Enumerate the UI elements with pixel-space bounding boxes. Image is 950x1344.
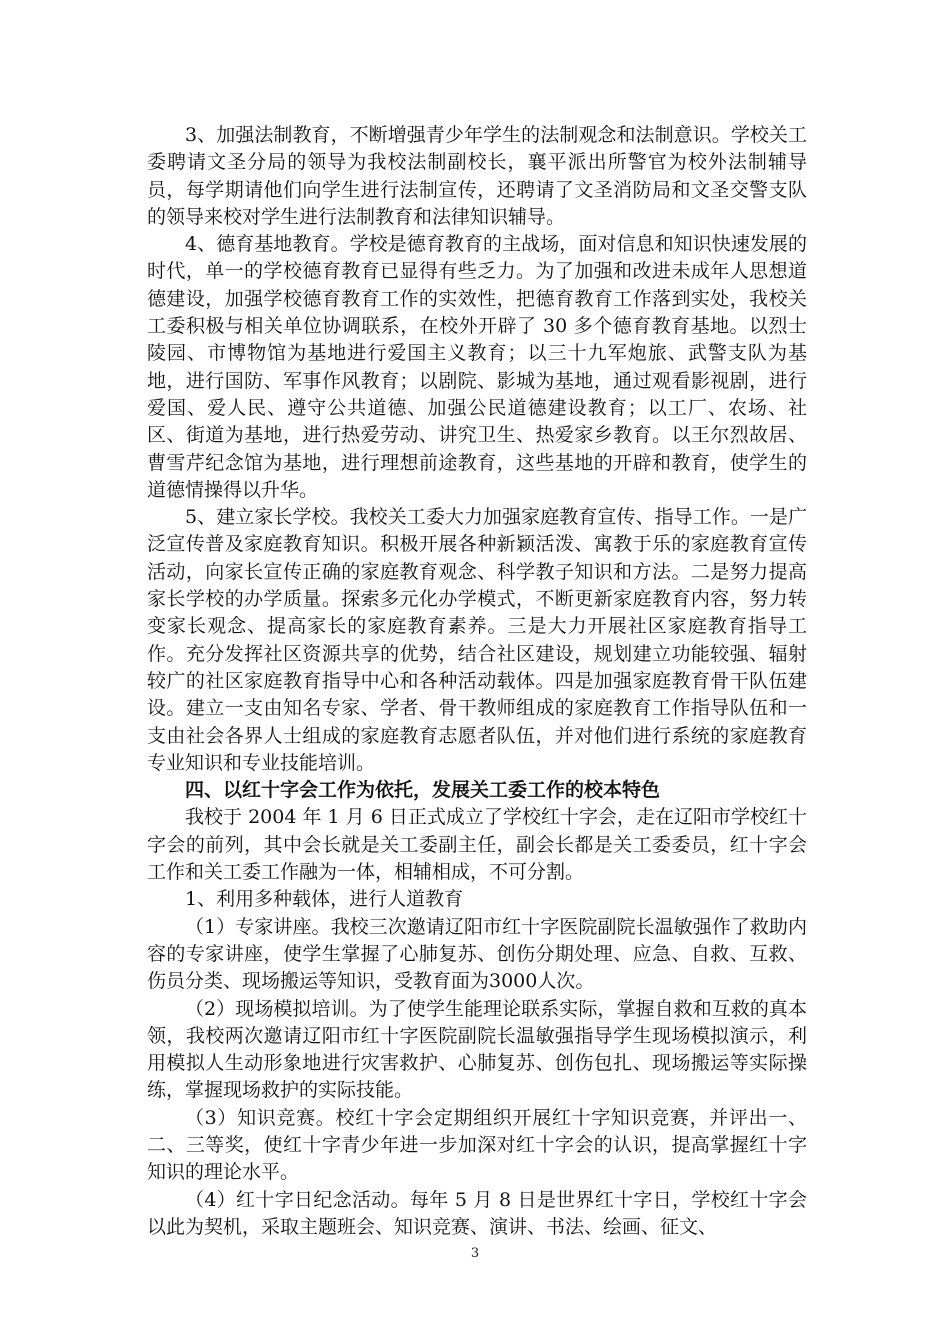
- document-body: [147, 122, 807, 1241]
- paragraph-moral-base-education: 4、德育基地教育。学校是德育教育的主战场，面对信息和知识快速发展的时代，单一的学校德育教育已显得有些乏力。为了加强和改进未成年人思想道德建设，加强学校德育教育工作的实效性，把德育教育工作落到实处，我校关工委积极与相关单位协调联系，在校外开辟了 30 多个德育教育基地。以烈士陵园、市博物馆为基地进行爱国主义教育；以三十九军炮旅、武警支队为基地，进行国防、军事作风教育；以剧院、影城为基地，通过观看影视剧，进行爱国、爱人民、遵守公共道德、加强公民道德建设教育；以工厂、农场、社区、街道为基地，进行热爱劳动、讲究卫生、热爱家乡教育。以王尔烈故居、曹雪芹纪念馆为基地，进行理想前途教育，这些基地的开辟和教育，使学生的道德情操得以升华。: [147, 233, 807, 501]
- paragraph-knowledge-contest: （3）知识竞赛。校红十字会定期组织开展红十字知识竞赛，并评出一、二、三等奖，使红十字青少年进一步加深对红十字会的认识，提高掌握红十字知识的理论水平。: [147, 1106, 807, 1184]
- subheading-humanitarian-education: 1、利用多种载体，进行人道教育: [185, 888, 464, 911]
- paragraph-simulation-training: （2）现场模拟培训。为了使学生能理论联系实际，掌握自救和互救的真本领，我校两次邀请辽阳市红十字医院副院长温敏强指导学生现场模拟演示，利用模拟人生动形象地进行灾害救护、心肺复苏、创伤包扎、现场搬运等实际操练，掌握现场救护的实际技能。: [147, 997, 807, 1102]
- paragraph-legal-education: 3、加强法制教育，不断增强青少年学生的法制观念和法制意识。学校关工委聘请文圣分局的领导为我校法制副校长，襄平派出所警官为校外法制辅导员，每学期请他们向学生进行法制宣传，还聘请了文圣消防局和文圣交警支队的领导来校对学生进行法制教育和法律知识辅导。: [147, 124, 807, 228]
- section-heading-red-cross: 四、以红十字会工作为依托，发展关工委工作的校本特色: [185, 779, 661, 802]
- page-number: 3: [470, 1246, 480, 1261]
- paragraph-expert-lectures: （1）专家讲座。我校三次邀请辽阳市红十字医院副院长温敏强作了救助内容的专家讲座，使学生掌握了心肺复苏、创伤分期处理、应急、自救、互救、伤员分类、现场搬运等知识，受教育面为3000人次。: [147, 915, 807, 993]
- paragraph-red-cross-founding: 我校于 2004 年 1 月 6 日正式成立了学校红十字会，走在辽阳市学校红十字会的前列，其中会长就是关工委副主任，副会长都是关工委委员，红十字会工作和关工委工作融为一体，相辅相成，不可分割。: [147, 806, 807, 884]
- paragraph-parent-school: 5、建立家长学校。我校关工委大力加强家庭教育宣传、指导工作。一是广泛宣传普及家庭教育知识。积极开展各种新颖活泼、寓教于乐的家庭教育宣传活动，向家长宣传正确的家庭教育观念、科学教子知识和方法。二是努力提高家长学校的办学质量。探索多元化办学模式，不断更新家庭教育内容，努力转变家长观念、提高家长的家庭教育素养。三是大力开展社区家庭教育指导工作。充分发挥社区资源共享的优势，结合社区建设，规划建立功能较强、辐射较广的社区家庭教育指导中心和各种活动载体。四是加强家庭教育骨干队伍建设。建立一支由知名专家、学者、骨干教师组成的家庭教育工作指导队伍和一支由社会各界人士组成的家庭教育志愿者队伍，并对他们进行系统的家庭教育专业知识和专业技能培训。: [147, 506, 807, 774]
- paragraph-red-cross-day: （4）红十字日纪念活动。每年 5 月 8 日是世界红十字日，学校红十字会以此为契机，采取主题班会、知识竞赛、演讲、书法、绘画、征文、: [147, 1188, 807, 1238]
